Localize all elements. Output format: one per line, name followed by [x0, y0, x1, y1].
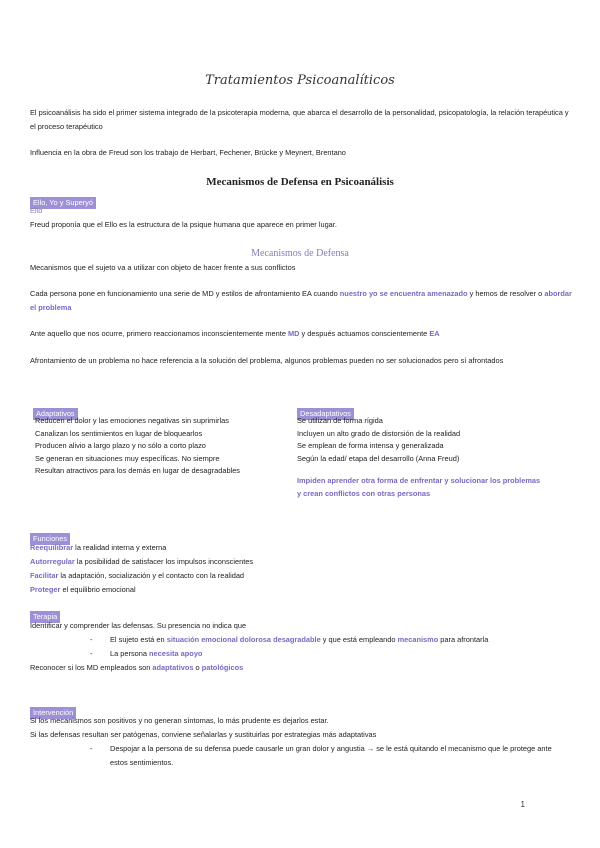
text: El sujeto está en [110, 635, 167, 644]
dash-icon: - [90, 635, 93, 644]
text: la adaptación, socialización y el contacto con la realidad [58, 571, 245, 580]
highlight: necesita apoyo [149, 649, 203, 658]
adaptativos-list [35, 415, 260, 478]
md-paragraph-1 [30, 287, 575, 315]
text: y después actuamos conscientemente [299, 329, 430, 338]
text: Despojar a la persona de su defensa puede causarle un gran dolor y angustia → se le está quitando el mecanismo que le protege ante estos sentimientos. [110, 744, 552, 767]
highlight: nuestro yo se encuentra amenazado [339, 289, 468, 298]
list-item: Producen alivio a largo plazo y no sólo a corto plazo [35, 441, 206, 450]
highlight: abordar el problema [30, 289, 572, 312]
list-item: Canalizan los sentimientos en lugar de bloquearlos [35, 428, 203, 438]
terapia-line-1: Identificar y comprender las defensas. Su presencia no indica que [30, 621, 247, 630]
ello-text: Freud proponía que el Ello es la estructura de la psique humana que aparece en primer lugar. [30, 220, 337, 229]
chip-label: Adaptativos [33, 408, 78, 420]
list-item: Se generan en situaciones muy específicas. No siempre [35, 453, 220, 463]
list-item: Se utilizan de forma rígida [297, 416, 383, 425]
text: o [193, 663, 202, 672]
text: la posibilidad de satisfacer los impulsos inconscientes [74, 557, 254, 566]
intro-paragraph-2: Influencia en la obra de Freud son los trabajo de Herbart, Fechener, Brücke y Meynert, Brentano [30, 148, 346, 157]
text: Ante aquello que nos ocurre, primero reaccionamos inconscientemente mente [30, 329, 288, 338]
section-heading-md: Mecanismos de Defensa [251, 248, 349, 259]
text: la realidad interna y externa [73, 543, 167, 552]
intro-paragraph-1: El psicoanálisis ha sido el primer sistema integrado de la psicoterapia moderna, que abarca el desarrollo de la personalidad, psicopatología, la relación terapéutica y el proceso terapéutico [30, 108, 569, 131]
dash-icon: - [90, 744, 93, 753]
md-paragraph-2 [30, 327, 575, 341]
text: para afrontarla [438, 635, 489, 644]
list-item: Reducen el dolor y las emociones negativas sin suprimirlas [35, 416, 229, 425]
desadaptativos-list [297, 415, 542, 500]
terapia-line-2 [30, 661, 575, 675]
intervencion-line-1: Si los mecanismos son positivos y no generan síntomas, lo más prudente es dejarlos estar. [30, 716, 329, 725]
highlight: adaptativos [152, 663, 194, 672]
list-item: Según la edad/ etapa del desarrollo (Anna Freud) [297, 453, 460, 463]
subheading-ello: Ello [30, 206, 43, 215]
desadaptativos-highlight: Impiden aprender otra forma de enfrentar y solucionar los problemas y crean conflictos con otras personas [297, 476, 541, 498]
list-item [30, 541, 575, 555]
text: Cada persona pone en funcionamiento una serie de MD y estilos de afrontamiento EA cuando [30, 289, 340, 298]
terapia-bullet-2 [90, 647, 202, 661]
intervencion-line-2: Si las defensas resultan ser patógenas, conviene señalarlas y sustituirlas por estrategias más adaptativas [30, 730, 377, 739]
text: y hemos de resolver o [467, 289, 545, 298]
funciones-list [30, 541, 575, 597]
highlight: Autorregular [30, 557, 75, 566]
list-item: Se emplean de forma intensa y generalizada [297, 441, 444, 450]
terapia-bullet-1 [90, 633, 488, 647]
chip-label: Ello, Yo y Superyó [30, 197, 96, 209]
text: y que está empleando [320, 635, 398, 644]
chip-label: Intervención [30, 707, 76, 719]
highlight: patológicos [201, 663, 244, 672]
md-paragraph-3: Afrontamiento de un problema no hace referencia a la solución del problema, algunos problemas pueden no ser solucionados pero sí afrontados [30, 356, 504, 365]
list-item: Incluyen un alto grado de distorsión de la realidad [297, 428, 461, 438]
chip-label: Desadaptativos [297, 408, 354, 420]
text: La persona [110, 649, 150, 658]
highlight: situación emocional dolorosa desagradable [166, 635, 321, 644]
highlight: Reequilibrar [30, 543, 74, 552]
chip-label: Terapia [30, 611, 60, 623]
highlight: Proteger [30, 585, 61, 594]
chip-label: Funciones [30, 533, 70, 545]
highlight: MD [288, 329, 300, 338]
list-item: Resultan atractivos para los demás en lugar de desagradables [35, 466, 241, 475]
text: el equilibrio emocional [60, 585, 136, 594]
section-heading-mecanismos: Mecanismos de Defensa en Psicoanálisis [206, 176, 394, 188]
page-number: 1 [520, 800, 525, 809]
list-item [30, 569, 575, 583]
text: Reconocer si los MD empleados son [30, 663, 153, 672]
intervencion-bullet [90, 742, 570, 770]
page-title: Tratamientos Psicoanalíticos [205, 73, 395, 88]
dash-icon: - [90, 649, 93, 658]
highlight: Facilitar [30, 571, 59, 580]
list-item [30, 583, 575, 597]
md-definition: Mecanismos que el sujeto va a utilizar con objeto de hacer frente a sus conflictos [30, 263, 296, 272]
list-item [30, 555, 575, 569]
highlight: EA [429, 329, 440, 338]
highlight: mecanismo [397, 635, 439, 644]
